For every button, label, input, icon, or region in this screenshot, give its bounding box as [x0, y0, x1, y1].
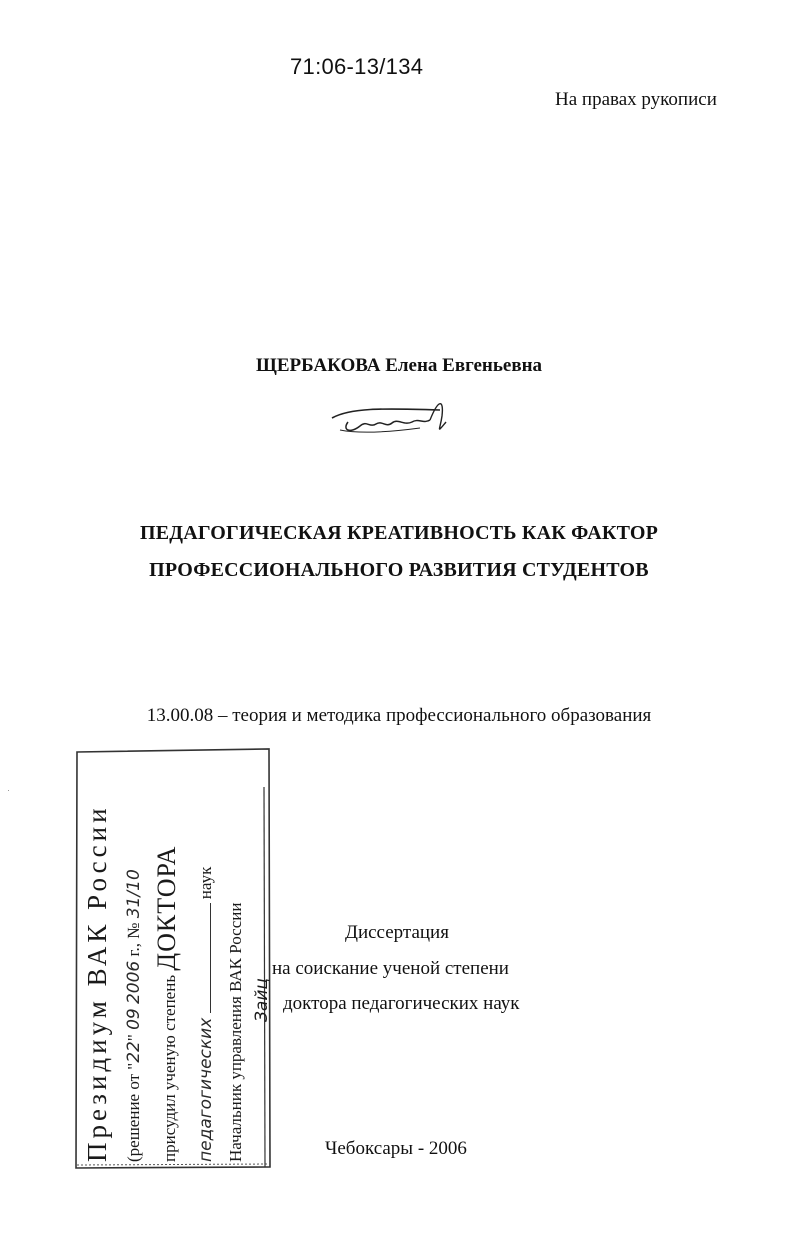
place-year: Чебоксары - 2006 — [325, 1138, 467, 1159]
thesis-title-line-2: ПРОФЕССИОНАЛЬНОГО РАЗВИТИЯ СТУДЕНТОВ — [149, 559, 649, 581]
author-signature — [320, 390, 460, 450]
stamp-org: Президиум ВАК России — [82, 804, 112, 1162]
scan-speck — [8, 790, 9, 791]
stamp-field-handwritten: педагогических — [196, 1017, 216, 1162]
stamp-head-title: Начальник управления ВАК России — [226, 902, 245, 1162]
author-surname: ЩЕРБАКОВА — [255, 355, 381, 376]
specialty-code: 13.00.08 – теория и методика профессионального образования — [146, 705, 652, 726]
stamp-decision-suffix: г., № — [124, 922, 143, 961]
stamp-signature: Зайц — [252, 978, 272, 1022]
stamp-awarded — [152, 846, 182, 1162]
thesis-title-line-1: ПЕДАГОГИЧЕСКАЯ КРЕАТИВНОСТЬ КАК ФАКТОР — [139, 522, 659, 544]
call-number: 71:06-13/134 — [290, 54, 424, 79]
stamp-awarded-text: присудил ученую степень — [160, 974, 179, 1162]
stamp-decision-month: 09 — [124, 1008, 144, 1030]
stamp-rotated-text — [74, 747, 274, 1172]
stamp-decision-mid: " — [124, 1029, 143, 1042]
degree-purpose: на соискание ученой степени — [272, 958, 509, 979]
rights-note: На правах рукописи — [555, 89, 717, 110]
stamp-decision-prefix: (решение от " — [124, 1062, 143, 1162]
stamp-decision-year: 2006 — [124, 960, 144, 1005]
stamp-decision-day: 22 — [124, 1041, 144, 1063]
stamp-decision-number: 31/10 — [124, 869, 144, 919]
stamp-field — [196, 867, 216, 1162]
author-name — [0, 355, 798, 377]
stamp-head — [226, 903, 246, 1162]
stamp-field-suffix: наук — [196, 866, 215, 900]
stamp-decision — [124, 869, 144, 1162]
vak-stamp — [74, 747, 274, 1172]
author-given-names: Елена Евгеньевна — [385, 355, 543, 376]
stamp-degree: ДОКТОРА — [152, 845, 181, 971]
degree-name: доктора педагогических наук — [283, 993, 520, 1014]
dissertation-label: Диссертация — [345, 922, 449, 943]
